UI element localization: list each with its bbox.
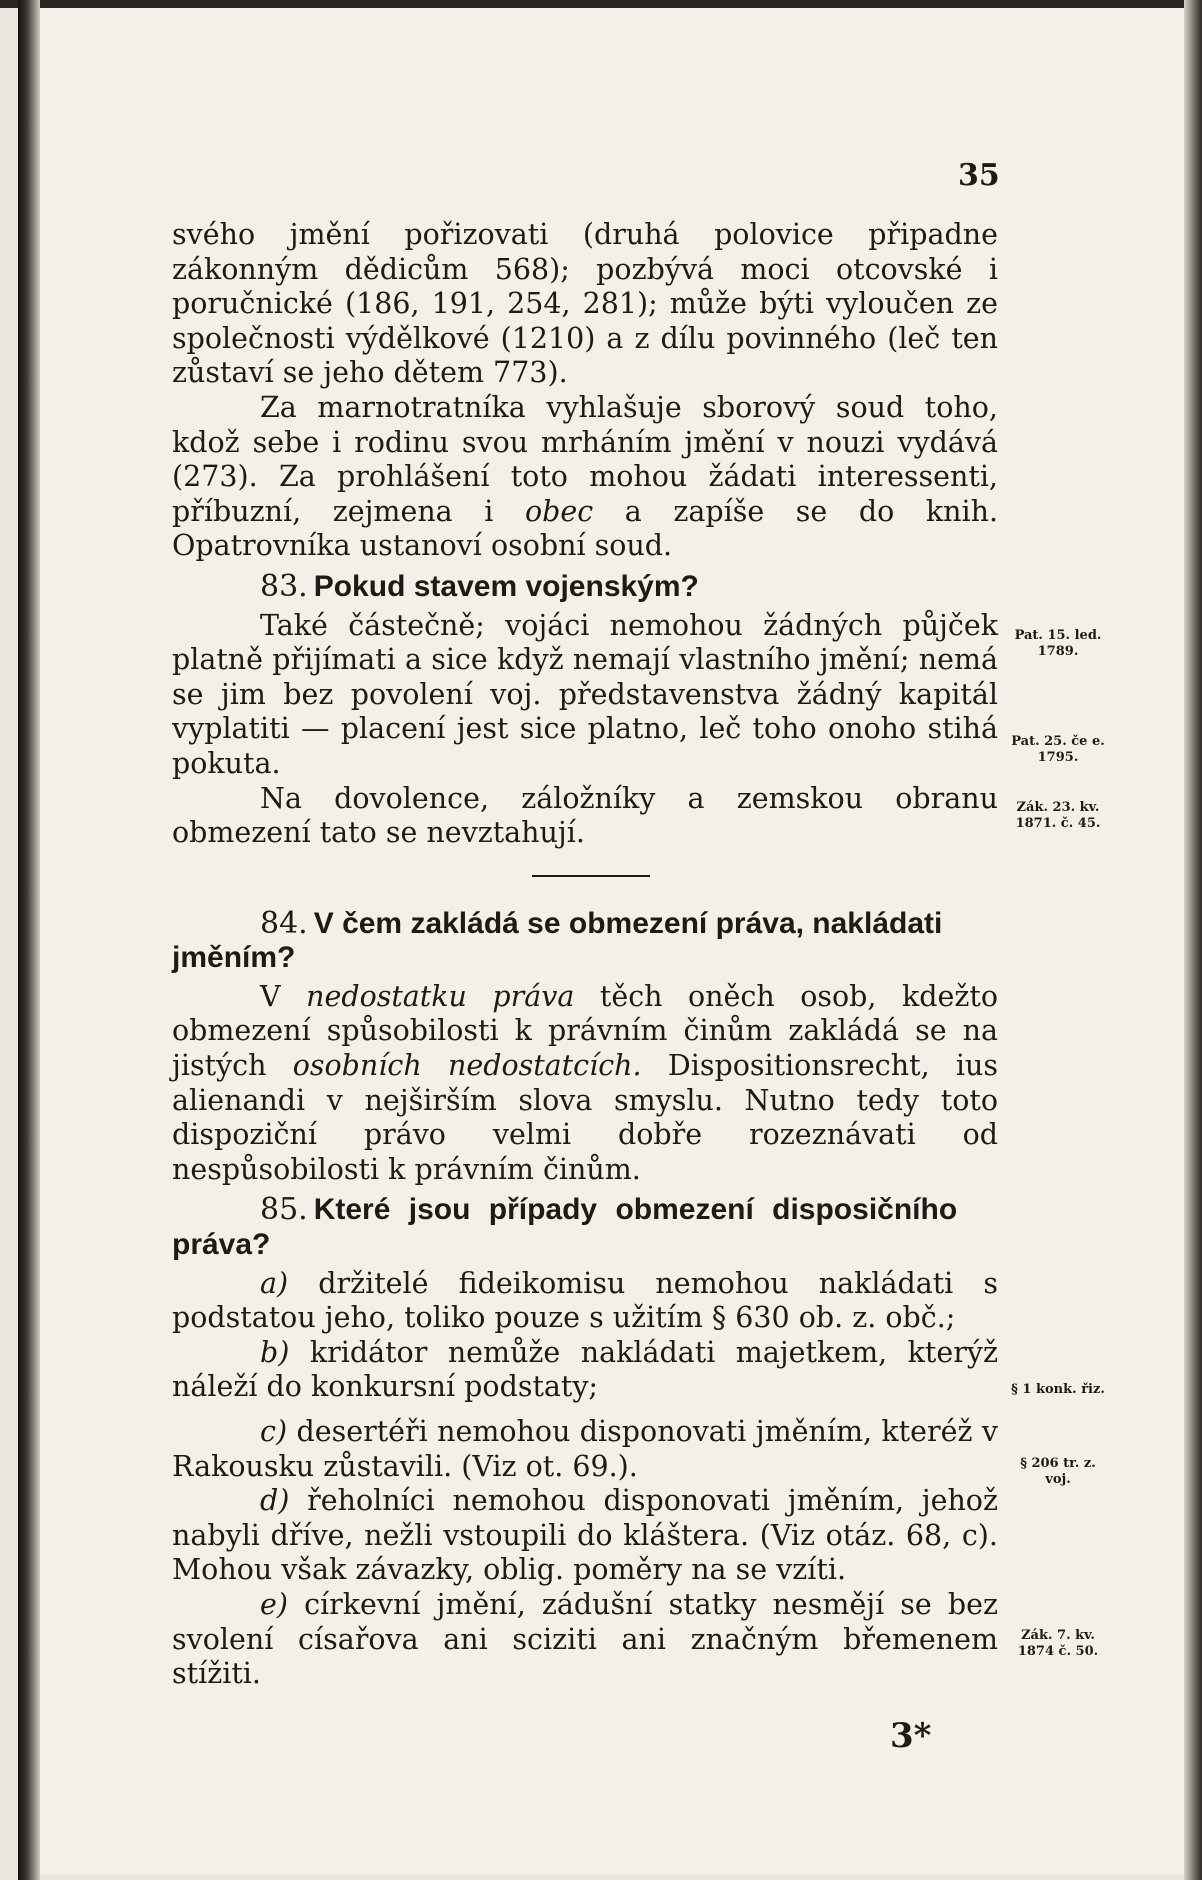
paragraph: Za marnotratníka vyhlašuje sborový soud toho, kdož sebe i rodinu svou mrháním jmění v nouzi vydává (273). Za prohlášení toto mohou žádati interessenti, příbuzní, zejmena i obec a zapíše se do knih. Opatrovníka ustanoví osobní soud. (172, 390, 999, 563)
body-text (172, 218, 998, 1692)
margin-note: Pat. 15. led. 1789. (1014, 628, 1102, 659)
question-heading-84: 84. V čem zakládá se obmezení práva, nakládati jměním? (172, 905, 943, 975)
margin-note: Zák. 23. kv. 1871. č. 45. (1015, 800, 1101, 831)
paragraph: V nedostatku práva těch oněch osob, kdežto obmezení spůsobilosti k právním činům zakládá se na jistých osobních nedostatcích. Dispositionsrecht, ius alienandi v nejširším slova smyslu. Nutno tedy toto dispoziční právo velmi dobře rozeznávati od nespůsobilosti k právním činům. (172, 979, 998, 1186)
question-heading-85: 85. Které jsou případy obmezení disposičního práva? (172, 1192, 958, 1262)
top-edge (0, 0, 1202, 8)
question-heading-83: 83. Pokud stavem vojenským? (260, 568, 699, 604)
list-item: e) církevní jmění, zádušní statky nesmějí se bez svolení císařova ani sciziti ani značným břemenem stížiti. (172, 1587, 998, 1691)
list-item: b) kridátor nemůže nakládati majetkem, kterýž náleží do konkursní podstaty; (172, 1335, 998, 1404)
list-item: a) držitelé fideikomisu nemohou nakládati s podstatou jeho, toliko pouze s užitím § 630 ob. z. obč.; (172, 1266, 998, 1335)
right-edge (1184, 0, 1202, 1880)
book-spine (18, 0, 40, 1880)
page-number: 35 (958, 158, 1000, 193)
paragraph: Také částečně; vojáci nemohou žádných půjček platně přijímati a sice když nemají vlastního jmění; nemá se jim bez povolení voj. představenstva žádný kapitál vyplatiti — placení jest sice platno, leč toho onoho stihá pokuta. (172, 608, 998, 780)
list-item: c) desertéři nemohou disponovati jměním, kteréž v Rakousku zůstavili. (Viz ot. 69.). (172, 1415, 998, 1483)
paragraph: svého jmění pořizovati (druhá polovice připadne zákonným dědicům 568); pozbývá moci otcovské i poručnické (186, 191, 254, 281); může býti vyloučen ze společnosti výdělkové (1210) a z dílu povinného (leč ten zůstaví se jeho dětem 773). (172, 218, 998, 390)
margin-note: § 1 konk. řiz. (1011, 1382, 1105, 1397)
margin-note: § 206 tr. z. voj. (1020, 1456, 1096, 1487)
section-divider (532, 875, 650, 877)
signature-mark: 3* (890, 1716, 932, 1756)
paragraph: Na dovolence, záložníky a zemskou obranu obmezení tato se nevztahují. (172, 781, 998, 850)
list-item: d) řeholníci nemohou disponovati jměním, jehož nabyli dříve, nežli vstoupili do kláštera. (Viz otáz. 68, c). Mohou však závazky, oblig. poměry na se vzíti. (172, 1484, 998, 1587)
margin-note: Pat. 25. če e. 1795. (1011, 734, 1105, 765)
margin-note: Zák. 7. kv. 1874 č. 50. (1017, 1628, 1099, 1659)
